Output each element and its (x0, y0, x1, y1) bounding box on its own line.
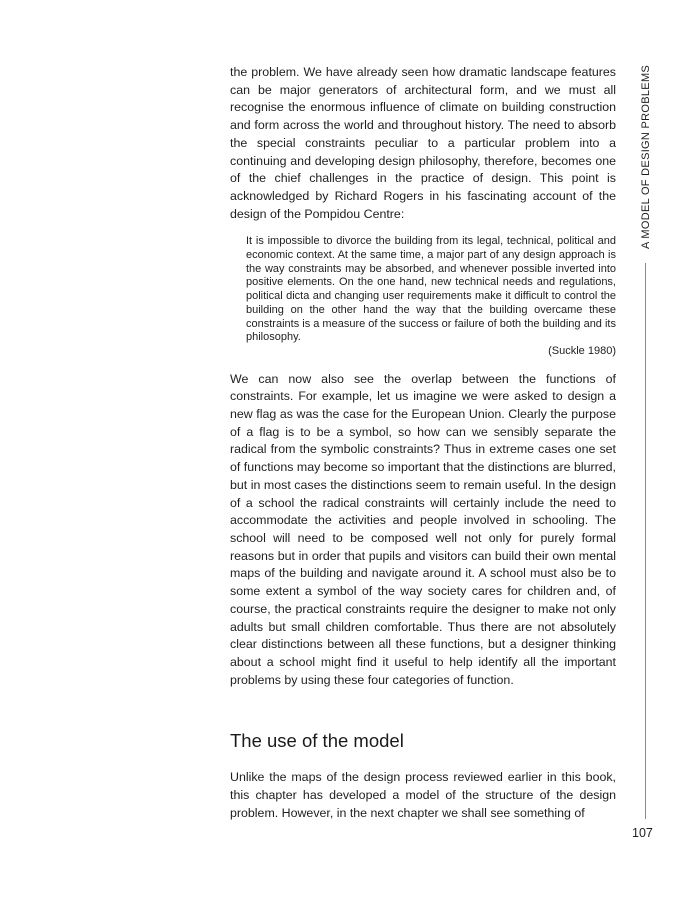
quote-text: It is impossible to divorce the building from its legal, technical, political and economic context. At the same time, a major part of any design approach is the way constraints may be absorbed, and whenever possible inverted into positive elements. On the one hand, new technical needs and regulations, political dicta and changing user requirements make it difficult to control the building on the other hand the way that the building overcame these constraints is a measure of the success or failure of both the building and its philosophy. (246, 235, 616, 344)
text-column (230, 64, 616, 822)
block-quote (246, 235, 616, 358)
page-number: 107 (632, 826, 653, 840)
body-paragraph-2: We can now also see the overlap between the functions of constraints. For example, let us imagine we were asked to design a new flag as was the case for the European Union. Clearly the purpose of a flag is to be a symbol, so how can we sensibly separate the radical from the symbolic constraints? Thus in extreme cases one set of functions may become so important that the distinctions are blurred, but in most cases the distinctions seem to remain useful. In the design of a school the radical constraints will certainly include the need to accommodate the activities and people involved in schooling. The school will need to be composed well not only for purely formal reasons but in order that pupils and visitors can build their own mental maps of the building and navigate around it. A school must also be to some extent a symbol of the way society cares for children and, of course, the practical constraints require the designer to make not only adults but small children comfortable. Thus there are not absolutely clear distinctions between all these functions, but a designer thinking about a school might find it useful to help identify all the important problems by using these four categories of function. (230, 371, 616, 687)
body-paragraph-3: Unlike the maps of the design process reviewed earlier in this book, this chapter has developed a model of the structure of the design problem. However, in the next chapter we shall see something of (230, 770, 616, 820)
running-head: A MODEL OF DESIGN PROBLEMS (640, 64, 652, 249)
margin-rule (645, 263, 646, 819)
body-paragraph-1: the problem. We have already seen how dramatic landscape features can be major generators of architectural form, and we must all recognise the enormous influence of climate on building construction and form across the world and throughout history. The need to absorb the special constraints peculiar to a particular problem into a continuing and developing design philosophy, therefore, becomes one of the chief challenges in the practice of design. This point is acknowledged by Richard Rogers in his fascinating account of the design of the Pompidou Centre: (230, 65, 616, 221)
section-heading: The use of the model (230, 730, 404, 752)
quote-citation: (Suckle 1980) (548, 344, 616, 357)
